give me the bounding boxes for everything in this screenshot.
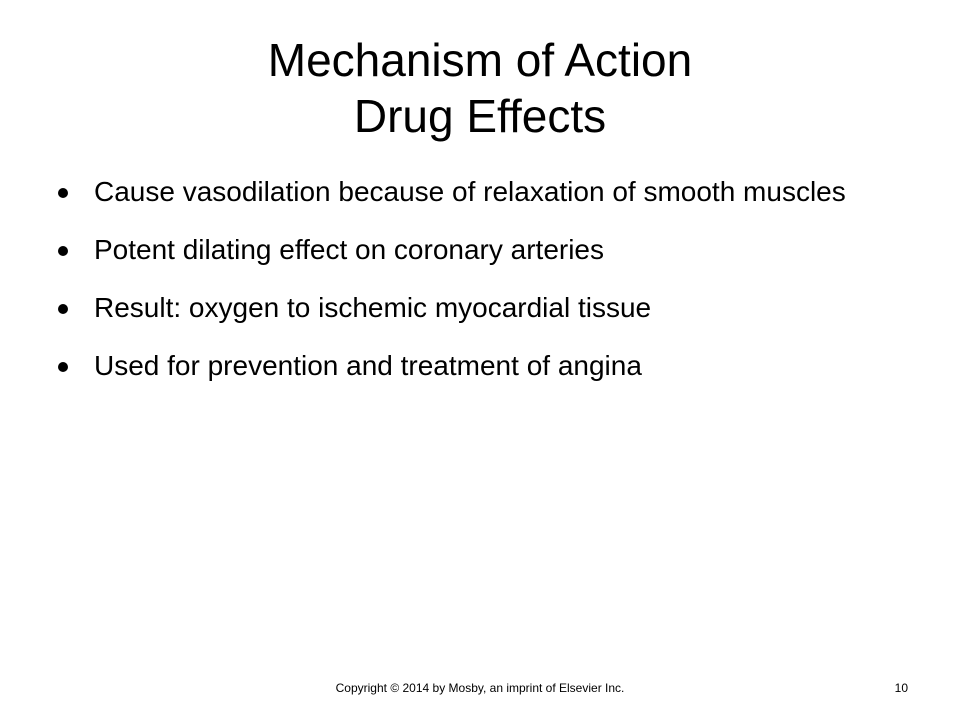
bullet-item bbox=[58, 290, 858, 326]
title-line-1: Mechanism of Action bbox=[267, 34, 693, 86]
slide-title bbox=[0, 32, 960, 144]
bullet-text: Cause vasodilation because of relaxation of smooth muscles bbox=[94, 176, 846, 207]
slide-footer bbox=[0, 681, 960, 701]
bullet-item bbox=[58, 174, 858, 210]
bullet-text: Potent dilating effect on coronary arteries bbox=[94, 234, 605, 265]
copyright-text: Copyright © 2014 by Mosby, an imprint of Elsevier Inc. bbox=[335, 681, 625, 695]
bullet-text: Used for prevention and treatment of angina bbox=[94, 350, 642, 381]
title-line-2: Drug Effects bbox=[353, 90, 607, 142]
bullet-item bbox=[58, 348, 858, 384]
bullet-text: Result: oxygen to ischemic myocardial tissue bbox=[94, 292, 652, 323]
page-number: 10 bbox=[894, 681, 908, 695]
bullet-dot-icon bbox=[58, 304, 68, 314]
bullet-dot-icon bbox=[58, 362, 68, 372]
bullet-list bbox=[58, 174, 858, 406]
bullet-dot-icon bbox=[58, 188, 68, 198]
bullet-item bbox=[58, 232, 858, 268]
bullet-dot-icon bbox=[58, 246, 68, 256]
